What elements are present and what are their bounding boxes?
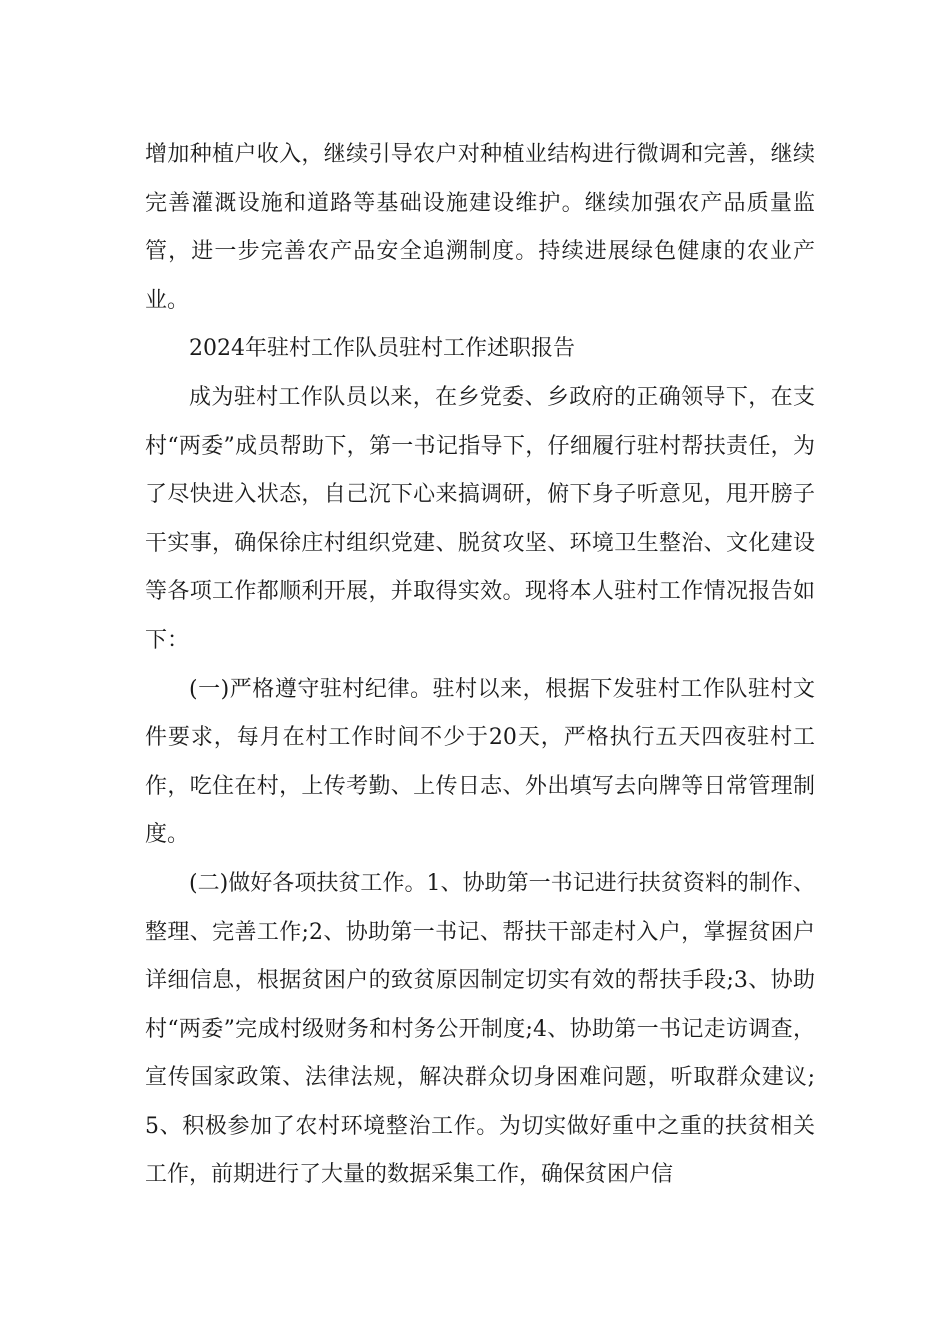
paragraph-section-2: (二)做好各项扶贫工作。1、协助第一书记进行扶贫资料的制作、整理、完善工作;2、协助第一书记、帮扶干部走村入户，掌握贫困户详细信息，根据贫困户的致贫原因制定切实有效的帮扶手段;3、协助村“两委”完成村级财务和村务公开制度;4、协助第一书记走访调查，宣传国家政策、法律法规，解决群众切身困难问题，听取群众建议;5、积极参加了农村环境整治工作。为切实做好重中之重的扶贫相关工作，前期进行了大量的数据采集工作，确保贫困户信 [145, 870, 815, 1188]
paragraph-intro: 成为驻村工作队员以来，在乡党委、乡政府的正确领导下，在支村“两委”成员帮助下，第一书记指导下，仔细履行驻村帮扶责任，为了尽快进入状态，自己沉下心来搞调研，俯下身子听意见，甩开膀子干实事，确保徐庄村组织党建、脱贫攻坚、环境卫生整治、文化建设等各项工作都顺利开展，并取得实效。现将本人驻村工作情况报告如下： [145, 384, 815, 653]
document-body [145, 131, 815, 1200]
paragraph-continuation: 增加种植户收入，继续引导农户对种植业结构进行微调和完善，继续完善灌溉设施和道路等基础设施建设维护。继续加强农产品质量监管，进一步完善农产品安全追溯制度。持续进展绿色健康的农业产业。 [145, 142, 815, 313]
report-title: 2024年驻村工作队员驻村工作述职报告 [189, 336, 575, 362]
paragraph-section-1: (一)严格遵守驻村纪律。驻村以来，根据下发驻村工作队驻村文件要求，每月在村工作时间不少于20天，严格执行五天四夜驻村工作，吃住在村，上传考勤、上传日志、外出填写去向牌等日常管理制度。 [145, 676, 815, 848]
